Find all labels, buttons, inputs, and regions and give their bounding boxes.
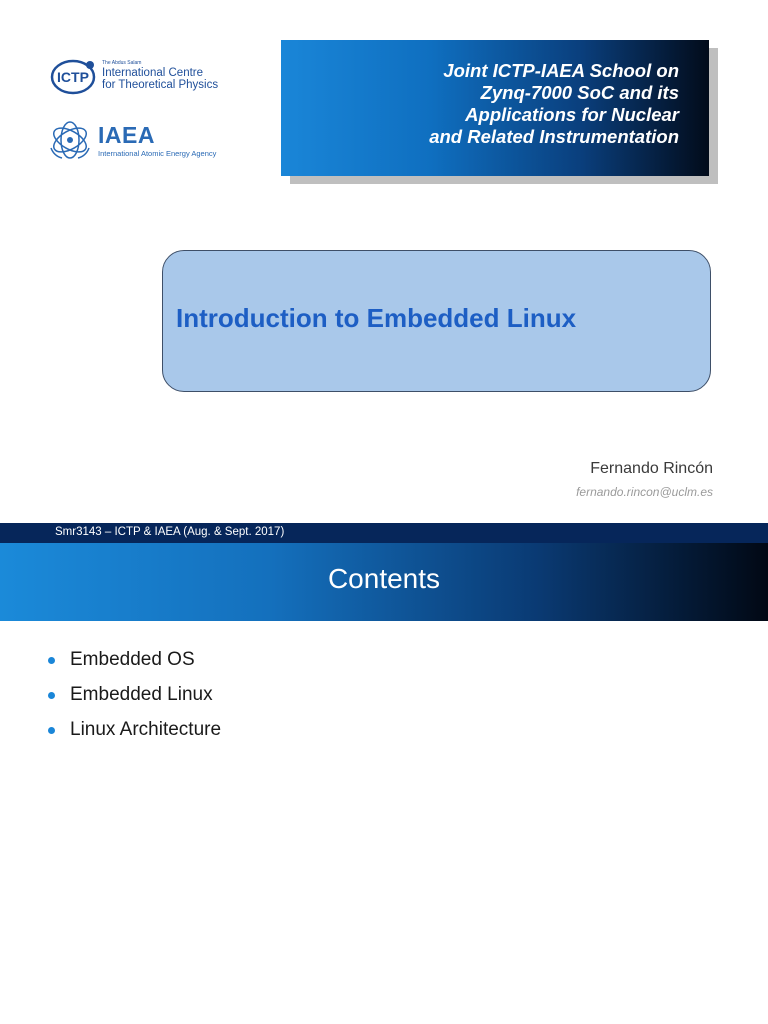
list-item-label: Embedded Linux <box>70 684 213 705</box>
iaea-logo <box>48 120 258 160</box>
contents-header <box>0 543 768 621</box>
contents-slide <box>0 523 768 1024</box>
iaea-wordmark: IAEA <box>98 122 155 148</box>
school-title-line4: and Related Instrumentation <box>429 126 679 147</box>
ictp-logo <box>48 54 248 100</box>
iaea-subtitle: International Atomic Energy Agency <box>98 149 217 158</box>
list-item <box>48 718 221 753</box>
footer-strip <box>0 523 768 543</box>
contents-title: Contents <box>327 563 441 594</box>
ictp-logo-small: The Abdus Salam <box>102 60 142 66</box>
event-label: Smr3143 – ICTP & IAEA (Aug. & Sept. 2017) <box>55 526 285 538</box>
bullet-dot-icon <box>48 657 55 664</box>
ictp-badge-icon <box>50 57 96 97</box>
presentation-title-box <box>162 250 711 392</box>
atom-emblem-icon <box>48 120 92 160</box>
list-item <box>48 648 221 683</box>
school-header <box>281 40 709 176</box>
presentation-title: Introduction to Embedded Linux <box>176 303 577 333</box>
author-email[interactable]: fernando.rincon@uclm.es <box>576 485 713 499</box>
author-name: Fernando Rincón <box>590 460 713 477</box>
bullet-dot-icon <box>48 727 55 734</box>
svg-text:ICTP: ICTP <box>57 69 89 85</box>
bullet-dot-icon <box>48 692 55 699</box>
school-title-line3: Applications for Nuclear <box>465 104 679 125</box>
contents-list <box>48 648 221 753</box>
list-item-label: Linux Architecture <box>70 719 222 740</box>
list-item-label: Embedded OS <box>70 649 195 670</box>
ictp-logo-line2: for Theoretical Physics <box>102 79 219 92</box>
school-title-line1: Joint ICTP-IAEA School on <box>443 60 679 81</box>
school-title-line2: Zynq-7000 SoC and its <box>480 82 679 103</box>
list-item <box>48 683 221 718</box>
ictp-logo-line1: International Centre <box>102 67 204 80</box>
